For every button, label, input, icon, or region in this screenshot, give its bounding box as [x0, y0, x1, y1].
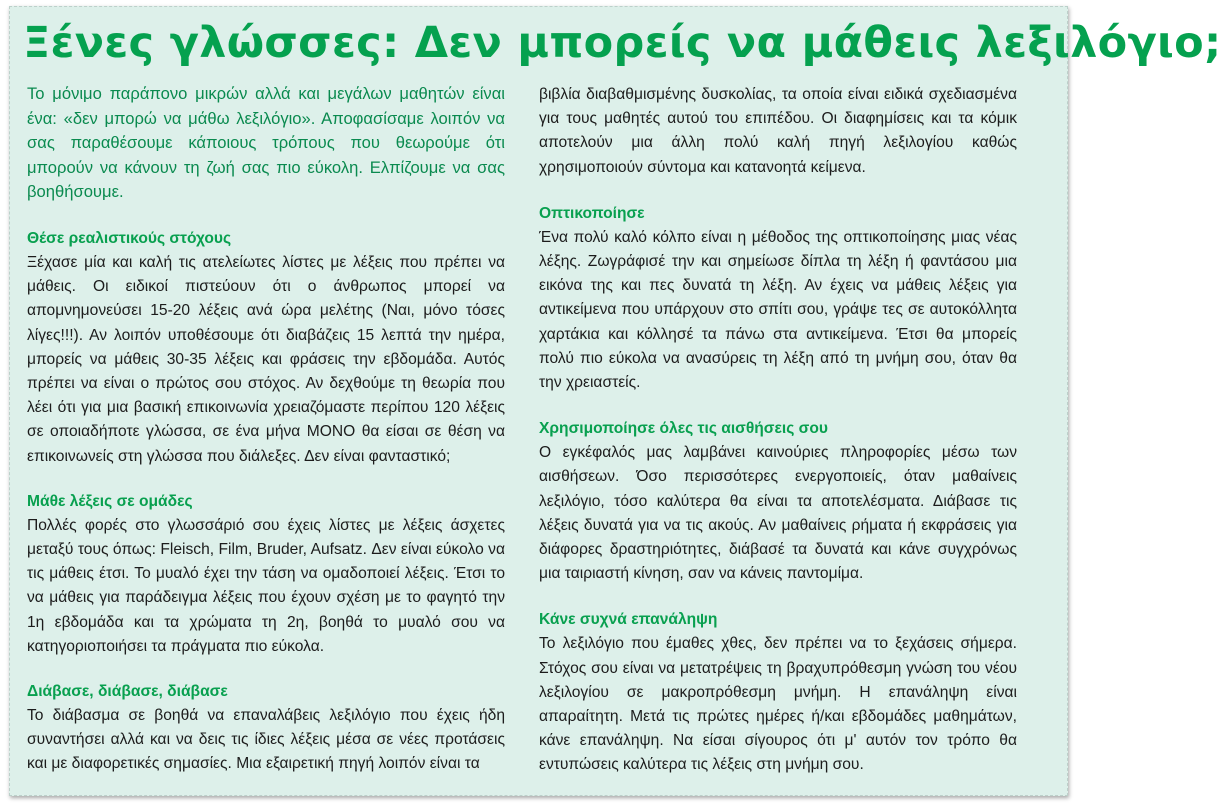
article-title: Ξένες γλώσσες: Δεν μπορείς να μάθεις λεξιλόγιο;: [23, 18, 1221, 68]
left-column: [27, 82, 505, 777]
section-body-groups: Πολλές φορές στο γλωσσάριό σου έχεις λίστες με λέξεις άσχετες μεταξύ τους όπως: Fleisch, Film, Bruder, Aufsatz. Δεν είναι εύκολο να τις μάθεις έτσι. Το μυαλό έχει την τάση να ομαδοποιεί λέξεις. Έτσι το να μάθεις για παράδειγμα λέξεις που έχουν σχέση με το φαγητό την 1η εβδομάδα και τα χρώματα τη 2η, βοηθά το μυαλό σου να κατηγοριοποιήσει τα πράγματα πιο εύκολα.: [27, 516, 505, 655]
section-heading-senses: Χρησιμοποίησε όλες τις αισθήσεις σου: [539, 420, 828, 438]
section-heading-reading: Διάβασε, διάβασε, διάβασε: [27, 683, 228, 701]
section-body-senses: Ο εγκέφαλός μας λαμβάνει καινούριες πληροφορίες μέσω των αισθήσεων. Όσο περισσότερες ενεργοποιείς, όταν μαθαίνεις λεξιλόγιο, τόσο καλύτερα θα είναι τα αποτελέσματα. Διάβασε τις λέξεις δυνατά για να τις ακούς. Αν μαθαίνεις ρήματα ή εκφράσεις για διάφορες δραστηριότητες, διάβασέ τα δυνατά και κάνε συγχρόνως μια ταιριαστή κίνηση, σαν να κάνεις παντομίμα.: [539, 444, 1017, 583]
section-heading-visualize: Οπτικοποίησε: [539, 204, 645, 222]
section-heading-groups: Μάθε λέξεις σε ομάδες: [27, 492, 193, 510]
right-column: [539, 83, 1017, 778]
article-card: [9, 6, 1221, 796]
section-body-goals: Ξέχασε μία και καλή τις ατελείωτες λίστες με λέξεις που πρέπει να μάθεις. Οι ειδικοί πιστεύουν ότι ο άνθρωπος μπορεί να απομνημονεύσει 15-20 λέξεις ανά ώρα μελέτης (Ναι, μόνο τόσες λίγες!!!). Αν λοιπόν υποθέσουμε ότι διαβάζεις 15 λεπτά την ημέρα, μπορείς να μάθεις 30-35 λέξεις και φράσεις την εβδομάδα. Αυτός πρέπει να είναι ο πρώτος σου στόχος. Αν δεχθούμε τη θεωρία που λέει ότι για μια βασική επικοινωνία χρειαζόμαστε περίπου 120 λέξεις σε οποιαδήποτε γλώσσα, σε ένα μήνα ΜΟΝΟ θα είσαι σε θέση να επικοινωνείς στη γλώσσα που διάλεξες. Δεν είναι φανταστικό;: [27, 253, 505, 465]
section-heading-goals: Θέσε ρεαλιστικούς στόχους: [27, 229, 232, 247]
section-body-reading: Το διάβασμα σε βοηθά να επαναλάβεις λεξιλόγιο που έχεις ήδη συναντήσει αλλά και να δεις τις ίδιες λέξεις μέσα σε νέες προτάσεις και με διαφορετικές σημασίες. Μια εξαιρετική πηγή λοιπόν είναι τα: [27, 707, 505, 773]
section-heading-repetition: Κάνε συχνά επανάληψη: [539, 611, 718, 629]
section-body-visualize: Ένα πολύ καλό κόλπο είναι η μέθοδος της οπτικοποίησης μιας νέας λέξης. Ζωγράφισέ την και σημείωσε δίπλα τη λέξη ή φαντάσου μια εικόνα της και πες δυνατά τη λέξη. Αν έχεις να μάθεις λέξεις για αντικείμενα που υπάρχουν στο σπίτι σου, γράψε τες σε αυτοκόλλητα χαρτάκια και κόλλησέ τα πάνω στα αντικείμενα. Έτσι θα μπορείς πολύ πιο εύκολα να ανασύρεις τη λέξη από τη μνήμη σου, όταν θα την χρειαστείς.: [539, 228, 1017, 392]
section-body-reading-continued: βιβλία διαβαθμισμένης δυσκολίας, τα οποία είναι ειδικά σχεδιασμένα για τους μαθητές αυτού του επιπέδου. Οι διαφημίσεις και τα κόμικ αποτελούν μια άλλη πολύ καλή πηγή λεξιλογίου καθώς χρησιμοποιούν σύντομα και κατανοητά κείμενα.: [539, 86, 1017, 176]
section-body-repetition: Το λεξιλόγιο που έμαθες χθες, δεν πρέπει να το ξεχάσεις σήμερα. Στόχος σου είναι να μετατρέψεις τη βραχυπρόθεσμη γνώση του νέου λεξιλογίου σε μακροπρόθεσμη μνήμη. Η επανάληψη είναι απαραίτητη. Μετά τις πρώτες ημέρες ή/και εβδομάδες μαθημάτων, κάνε επανάληψη. Να είσαι σίγουρος ότι μ' αυτόν τον τρόπο θα εντυπώσεις καλύτερα τις λέξεις στη μνήμη σου.: [539, 635, 1017, 774]
intro-paragraph: Το μόνιμο παράπονο μικρών αλλά και μεγάλων μαθητών είναι ένα: «δεν μπορώ να μάθω λεξιλόγιο». Αποφασίσαμε λοιπόν να σας παραθέσουμε κάποιους τρόπους που θεωρούμε ότι μπορούν να κάνουν τη ζωή σας πιο εύκολη. Ελπίζουμε να σας βοηθήσουμε.: [27, 84, 505, 202]
